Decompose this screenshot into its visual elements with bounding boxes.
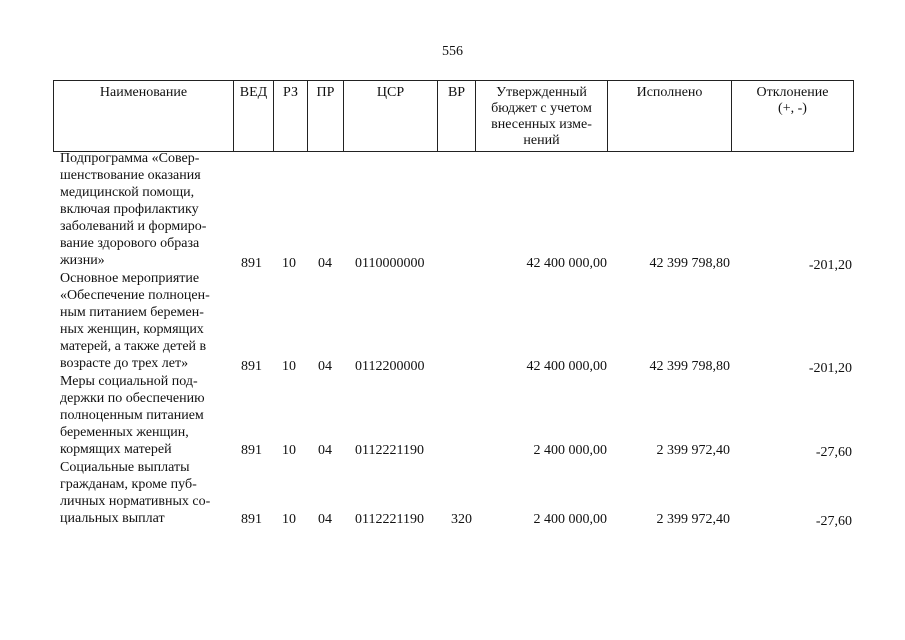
col-header-rz	[274, 81, 308, 152]
col-header-name-label: Наименование	[99, 85, 188, 100]
col-header-budget-label: Утвержденный бюджет с учетом внесенных изме- нений	[491, 85, 592, 148]
row-pr: 04	[318, 256, 332, 271]
row-budget: 2 400 000,00	[533, 512, 607, 527]
col-header-pr	[308, 81, 344, 152]
col-header-deviation	[732, 81, 854, 152]
col-header-ved	[234, 81, 274, 152]
col-header-pr-label: ПР	[316, 85, 335, 100]
row-rz: 10	[282, 256, 296, 271]
row-deviation: -27,60	[815, 445, 852, 460]
row-csr: 0112200000	[355, 359, 425, 374]
col-header-ved-label: ВЕД	[239, 85, 268, 100]
row-deviation: -27,60	[815, 514, 852, 529]
row-budget: 42 400 000,00	[526, 256, 607, 271]
row-budget: 2 400 000,00	[533, 443, 607, 458]
row-csr: 0112221190	[355, 512, 424, 527]
col-header-deviation-label: Отклонение (+, -)	[756, 85, 829, 116]
row-executed: 42 399 798,80	[649, 256, 730, 271]
row-name: Основное мероприятие «Обеспечение полноцен- ным питанием беремен- ных женщин, кормящих матерей, а также детей в возрасте до трех лет»	[60, 271, 210, 371]
col-header-csr-label: ЦСР	[376, 85, 405, 100]
row-name: Социальные выплаты гражданам, кроме пуб- личных нормативных со- циальных выплат	[60, 460, 211, 526]
col-header-executed-label: Исполнено	[636, 85, 703, 100]
row-deviation: -201,20	[808, 258, 852, 273]
row-csr: 0112221190	[355, 443, 424, 458]
row-ved: 891	[241, 256, 262, 271]
row-budget: 42 400 000,00	[526, 359, 607, 374]
col-header-budget	[476, 81, 608, 152]
page-number: 556	[442, 44, 463, 59]
col-header-vr-label: ВР	[447, 85, 466, 100]
row-rz: 10	[282, 512, 296, 527]
col-header-name	[54, 81, 234, 152]
col-header-csr	[344, 81, 438, 152]
col-header-vr	[438, 81, 476, 152]
row-name: Подпрограмма «Совер- шенствование оказания медицинской помощи, включая профилактику заболеваний и формиро- вание здорового образа жизни»	[60, 151, 207, 268]
row-ved: 891	[241, 359, 262, 374]
row-pr: 04	[318, 359, 332, 374]
row-executed: 2 399 972,40	[656, 443, 730, 458]
row-rz: 10	[282, 359, 296, 374]
row-ved: 891	[241, 443, 262, 458]
row-name: Меры социальной под- держки по обеспечению полноценным питанием беременных женщин, кормящих матерей	[60, 374, 205, 457]
row-ved: 891	[241, 512, 262, 527]
row-executed: 42 399 798,80	[649, 359, 730, 374]
header-row	[54, 81, 854, 152]
row-vr: 320	[451, 512, 472, 527]
row-pr: 04	[318, 512, 332, 527]
row-executed: 2 399 972,40	[656, 512, 730, 527]
row-deviation: -201,20	[808, 361, 852, 376]
row-pr: 04	[318, 443, 332, 458]
col-header-executed	[608, 81, 732, 152]
row-rz: 10	[282, 443, 296, 458]
col-header-rz-label: РЗ	[283, 85, 298, 100]
row-csr: 0110000000	[355, 256, 425, 271]
table-header	[53, 80, 854, 152]
